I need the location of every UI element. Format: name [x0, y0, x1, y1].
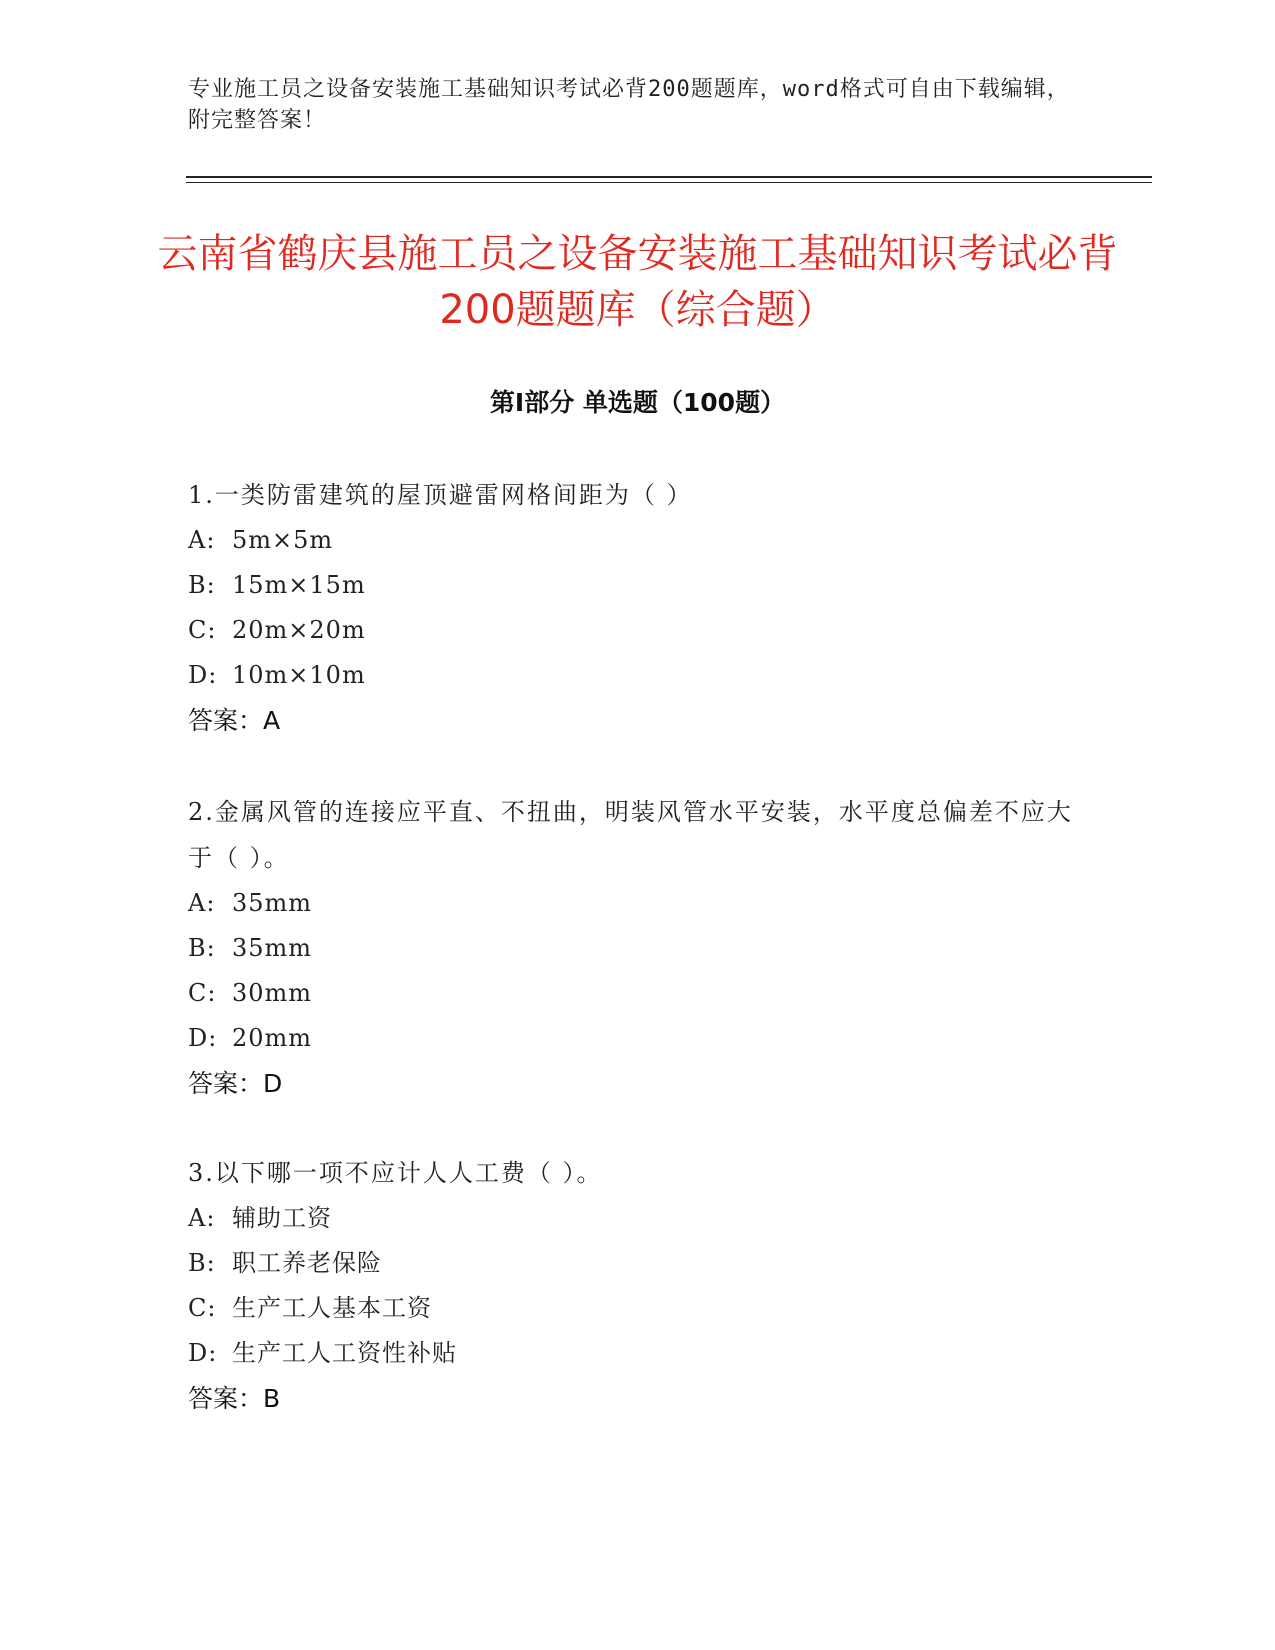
option-key: B:: [188, 934, 216, 962]
option-text: 10m×10m: [232, 661, 366, 689]
header-rule-thin: [186, 182, 1152, 183]
option-text: 生产工人工资性补贴: [232, 1339, 457, 1367]
option-b: [188, 563, 1088, 608]
option-key: A:: [188, 526, 216, 554]
question-stem: 1.一类防雷建筑的屋顶避雷网格间距为（ ）: [188, 481, 693, 509]
option-b: [188, 1241, 1088, 1286]
question-stem: 3.以下哪一项不应计人人工费（ ）。: [188, 1159, 603, 1187]
option-d: [188, 653, 1088, 698]
answer: 答案：B: [188, 1384, 281, 1413]
option-key: D:: [188, 661, 218, 689]
option-c: [188, 971, 1088, 1016]
option-text: 30mm: [232, 979, 313, 1007]
option-text: 15m×15m: [232, 571, 366, 599]
option-text: 生产工人基本工资: [232, 1294, 432, 1322]
answer: 答案：A: [188, 706, 281, 735]
option-text: 35mm: [232, 889, 313, 917]
option-key: A:: [188, 1204, 216, 1232]
option-text: 35mm: [232, 934, 313, 962]
option-c: [188, 1286, 1088, 1331]
option-text: 职工养老保险: [232, 1249, 382, 1277]
question-1: [188, 472, 1088, 744]
section-title: 第Ⅰ部分 单选题（100题）: [489, 388, 786, 417]
option-key: D:: [188, 1024, 218, 1052]
option-key: C:: [188, 979, 217, 1007]
option-key: C:: [188, 1294, 217, 1322]
answer: 答案：D: [188, 1069, 283, 1098]
option-a: [188, 518, 1088, 563]
option-c: [188, 608, 1088, 653]
option-text: 20m×20m: [232, 616, 366, 644]
option-key: A:: [188, 889, 216, 917]
question-2: [188, 789, 1088, 1107]
option-key: D:: [188, 1339, 218, 1367]
option-d: [188, 1331, 1088, 1376]
header-rule-thick: [186, 176, 1152, 178]
option-text: 5m×5m: [232, 526, 334, 554]
option-key: C:: [188, 616, 217, 644]
option-d: [188, 1016, 1088, 1061]
header-note: 专业施工员之设备安装施工基础知识考试必背200题题库，word格式可自由下载编辑，附完整答案！: [188, 77, 1070, 133]
document-title: 云南省鹤庆县施工员之设备安装施工基础知识考试必背200题题库（综合题）: [157, 231, 1118, 333]
question-3: [188, 1150, 1088, 1422]
option-key: B:: [188, 571, 216, 599]
option-text: 辅助工资: [232, 1204, 332, 1232]
question-stem: 2.金属风管的连接应平直、不扭曲，明装风管水平安装，水平度总偏差不应大于（ ）。: [188, 798, 1073, 872]
option-a: [188, 881, 1088, 926]
option-b: [188, 926, 1088, 971]
option-key: B:: [188, 1249, 216, 1277]
option-text: 20mm: [232, 1024, 313, 1052]
option-a: [188, 1196, 1088, 1241]
